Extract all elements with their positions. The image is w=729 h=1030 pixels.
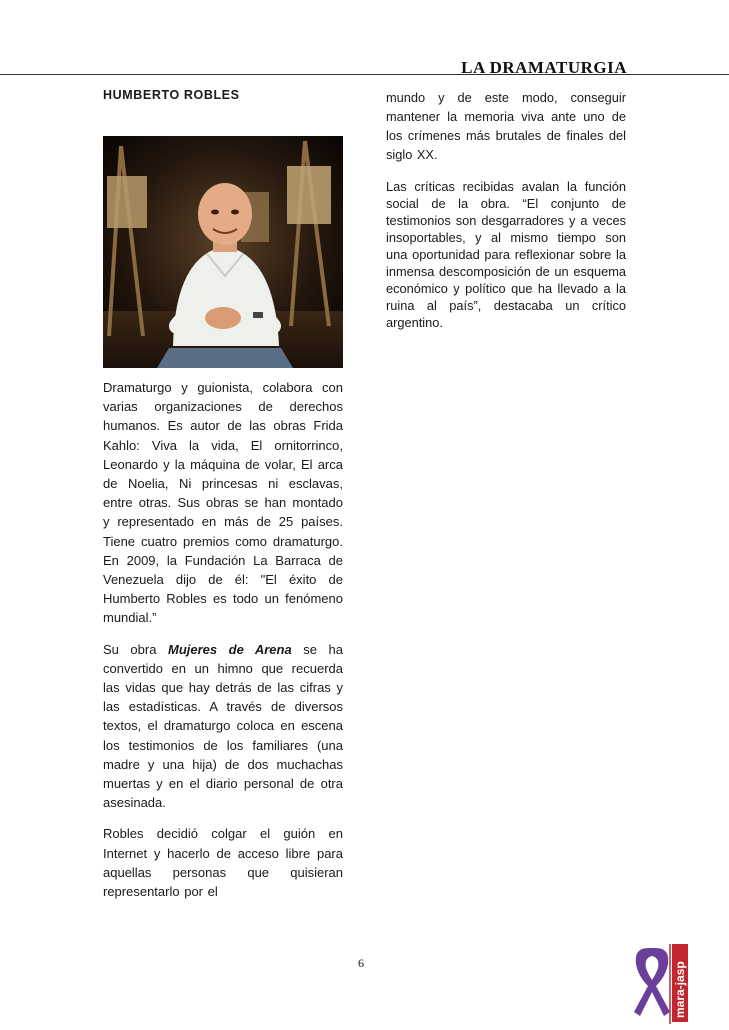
work-paragraph [103,640,343,813]
logo-text: mara-jasp [673,961,687,1018]
internet-paragraph: Robles decidió colgar el guión en Internet y hacerlo de acceso libre para aquellas personas que quisieran representarlo por el [103,826,343,900]
criticism-paragraph: Las críticas recibidas avalan la función social de la obra. “El conjunto de testimonios son desgarradores y a veces insoportables, y al mismo tiempo son una oportunidad para reflexionar sobre la inmensa descomposición de un esquema económico y político que ha llevado a la ruina al país”, destacaba un crítico argentino. [386,179,626,330]
work-intro: Su obra [103,641,157,657]
author-name: HUMBERTO ROBLES [103,88,240,102]
work-description: se ha convertido en un himno que recuerda las vidas que hay detrás de las cifras y las estadísticas. A través de diversos textos, el dramaturgo coloca en escena los testimonios de los familiares (una madre y una hija) de dos muchachas muertas y en el diario personal de otra asesinada. [103,641,343,811]
page-number: 6 [358,956,364,970]
work-title: Mujeres de Arena [167,641,292,657]
author-photo [103,136,343,368]
continuation-paragraph: mundo y de este modo, conseguir mantener la memoria viva ante uno de los crímenes más brutales de finales del siglo XX. [386,90,626,162]
left-column [103,88,343,913]
right-column [386,88,626,343]
bio-paragraph: Dramaturgo y guionista, colabora con varias organizaciones de derechos humanos. Es autor de las obras Frida Kahlo: Viva la vida, El ornitorrinco, Leonardo y la máquina de volar, El arca de Noelia, Ni princesas ni esclavas, entre otras. Sus obras se han montado y representado en más de 25 países. Tiene cuatro premios como dramaturgo. En 2009, la Fundación La Barraca de Venezuela dijo de él: "El éxito de Humberto Robles es todo un fenómeno mundial.” [103,380,343,626]
section-title: LA DRAMATURGIA [461,58,627,77]
awareness-ribbon-logo [628,942,690,1024]
